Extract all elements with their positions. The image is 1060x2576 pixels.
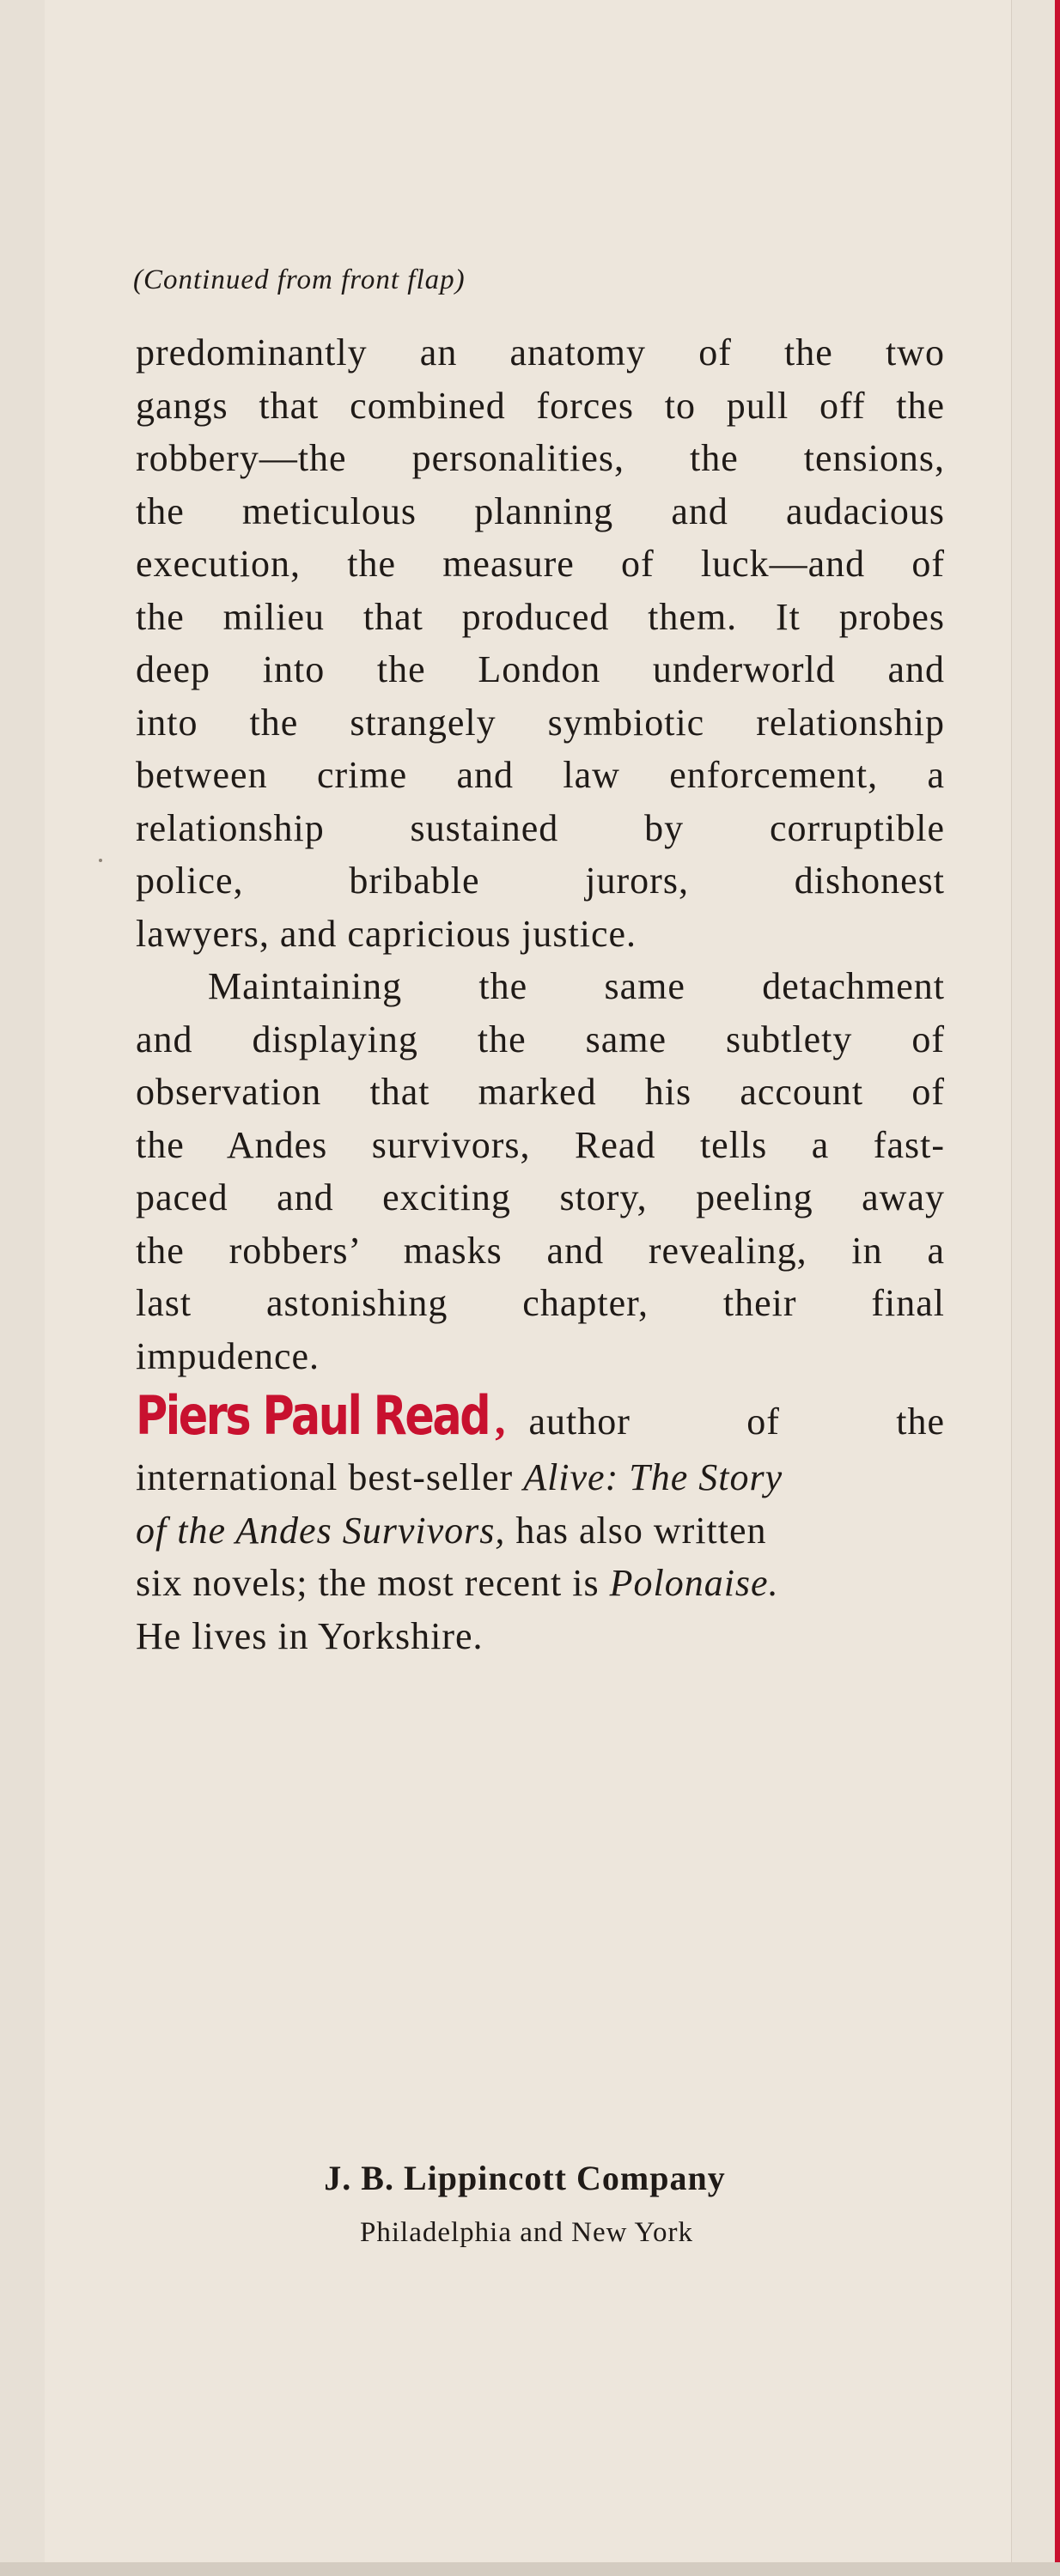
- text-line: relationship sustained by corruptible: [136, 806, 945, 849]
- book-title-polonaise: Polonaise.: [609, 1562, 779, 1604]
- author-bio-first-line: [136, 1384, 945, 1451]
- text-line: deep into the London underworld and: [136, 648, 945, 690]
- text-line: Maintaining the same detachment: [208, 965, 945, 1007]
- bio-text: international best-seller: [136, 1456, 524, 1498]
- author-name: Piers Paul Read: [136, 1384, 490, 1447]
- book-title-alive-cont: of the Andes Survivors,: [136, 1509, 506, 1552]
- text-line: paced and exciting story, peeling away: [136, 1176, 945, 1218]
- author-bio-words: [521, 1395, 946, 1449]
- text-line: the robbers’ masks and revealing, in a: [136, 1229, 945, 1272]
- bio-word: the: [896, 1400, 945, 1443]
- author-bio-line: [136, 1557, 945, 1610]
- book-title-alive: Alive: The Story: [523, 1456, 783, 1498]
- text-line: execution, the measure of luck—and of: [136, 543, 945, 585]
- text-line: the Andes survivors, Read tells a fast-: [136, 1123, 945, 1166]
- text-line: robbery—the personalities, the tensions,: [136, 437, 945, 479]
- text-line: predominantly an anatomy of the two: [136, 331, 945, 374]
- red-cover-edge: [1055, 0, 1060, 2576]
- bio-word: of: [746, 1400, 780, 1443]
- text-line: between crime and law enforcement, a: [136, 754, 945, 796]
- author-bio-line: [136, 1451, 945, 1504]
- publisher-name: J. B. Lippincott Company: [324, 2159, 726, 2197]
- text-line: gangs that combined forces to pull off the: [136, 384, 945, 427]
- text-line: last astonishing chapter, their final: [136, 1282, 945, 1324]
- author-bio: [136, 1384, 945, 1662]
- description-text: [136, 326, 945, 1382]
- paper-speck: [99, 859, 102, 862]
- bottom-paper-edge: [0, 2562, 1060, 2576]
- text-line: impudence.: [136, 1334, 320, 1377]
- continued-note: (Continued from front flap): [133, 264, 466, 295]
- publisher-city: Philadelphia and New York: [360, 2217, 693, 2248]
- bio-word: author: [528, 1400, 631, 1443]
- paragraph-1: [136, 326, 945, 960]
- author-bio-line: He lives in Yorkshire.: [136, 1614, 484, 1657]
- bio-text: has also written: [505, 1509, 767, 1552]
- author-bio-line: [136, 1504, 945, 1558]
- paragraph-2: [136, 960, 945, 1382]
- text-line: lawyers, and capricious justice.: [136, 912, 637, 955]
- text-line: into the strangely symbiotic relationship: [136, 701, 945, 744]
- bio-text: six novels; the most recent is: [136, 1562, 610, 1604]
- text-line: police, bribable jurors, dishonest: [136, 860, 945, 902]
- text-line: and displaying the same subtlety of: [136, 1018, 945, 1060]
- text-line: observation that marked his account of: [136, 1071, 945, 1113]
- author-name-comma: ,: [496, 1395, 509, 1443]
- text-line: the milieu that produced them. It probes: [136, 595, 945, 638]
- text-line: the meticulous planning and audacious: [136, 489, 945, 532]
